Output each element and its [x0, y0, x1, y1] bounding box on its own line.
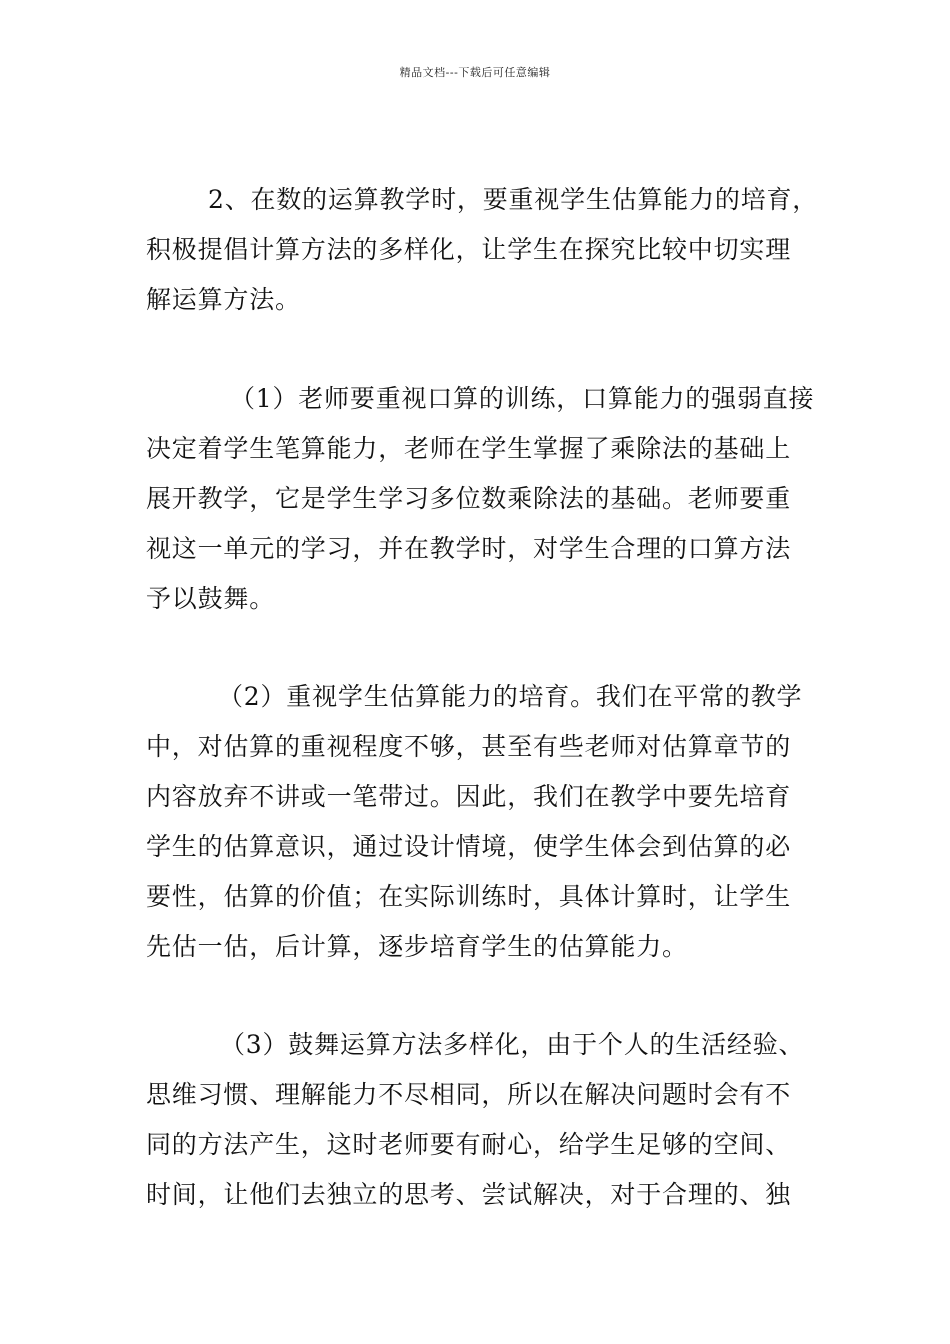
paragraph-line: 视这一单元的学习，并在教学时，对学生合理的口算方法 [146, 534, 792, 563]
paragraph-line: 要性，估算的价值；在实际训练时，具体计算时，让学生 [146, 882, 792, 911]
paragraph-line: 解运算方法。 [146, 285, 301, 314]
paragraph-line: 予以鼓舞。 [146, 584, 276, 613]
paragraph-line: 思维习惯、理解能力不尽相同，所以在解决问题时会有不 [146, 1080, 792, 1109]
paragraph-line: （1）老师要重视口算的训练，口算能力的强弱直接 [230, 384, 815, 413]
paragraph-line: 时间，让他们去独立的思考、尝试解决，对于合理的、独 [146, 1180, 792, 1209]
paragraph-line: 同的方法产生，这时老师要有耐心，给学生足够的空间、 [146, 1130, 792, 1159]
paragraph-line: 先估一估，后计算，逐步培育学生的估算能力。 [146, 932, 688, 961]
paragraph-2 [146, 175, 819, 325]
paragraph-line: 决定着学生笔算能力，老师在学生掌握了乘除法的基础上 [146, 434, 792, 463]
paragraph-line: 积极提倡计算方法的多样化，让学生在探究比较中切实理 [146, 235, 792, 264]
paragraph-line: 展开教学，它是学生学习多位数乘除法的基础。老师要重 [146, 484, 792, 513]
paragraph-line: （3）鼓舞运算方法多样化，由于个人的生活经验、 [220, 1030, 805, 1059]
paragraph-line: 内容放弃不讲或一笔带过。因此，我们在教学中要先培育 [146, 782, 792, 811]
paragraph-line: （2）重视学生估算能力的培育。我们在平常的教学 [218, 682, 803, 711]
paragraph-line: 中，对估算的重视程度不够，甚至有些老师对估算章节的 [146, 732, 792, 761]
paragraph-item-3 [146, 1020, 808, 1220]
paragraph-item-2 [146, 672, 808, 972]
paragraph-line: 学生的估算意识，通过设计情境，使学生体会到估算的必 [146, 832, 792, 861]
paragraph-line: 2、在数的运算教学时，要重视学生估算能力的培育， [208, 185, 819, 214]
paragraph-item-1 [146, 374, 815, 624]
page-header: 精品文档---下载后可任意编辑 [399, 66, 551, 79]
